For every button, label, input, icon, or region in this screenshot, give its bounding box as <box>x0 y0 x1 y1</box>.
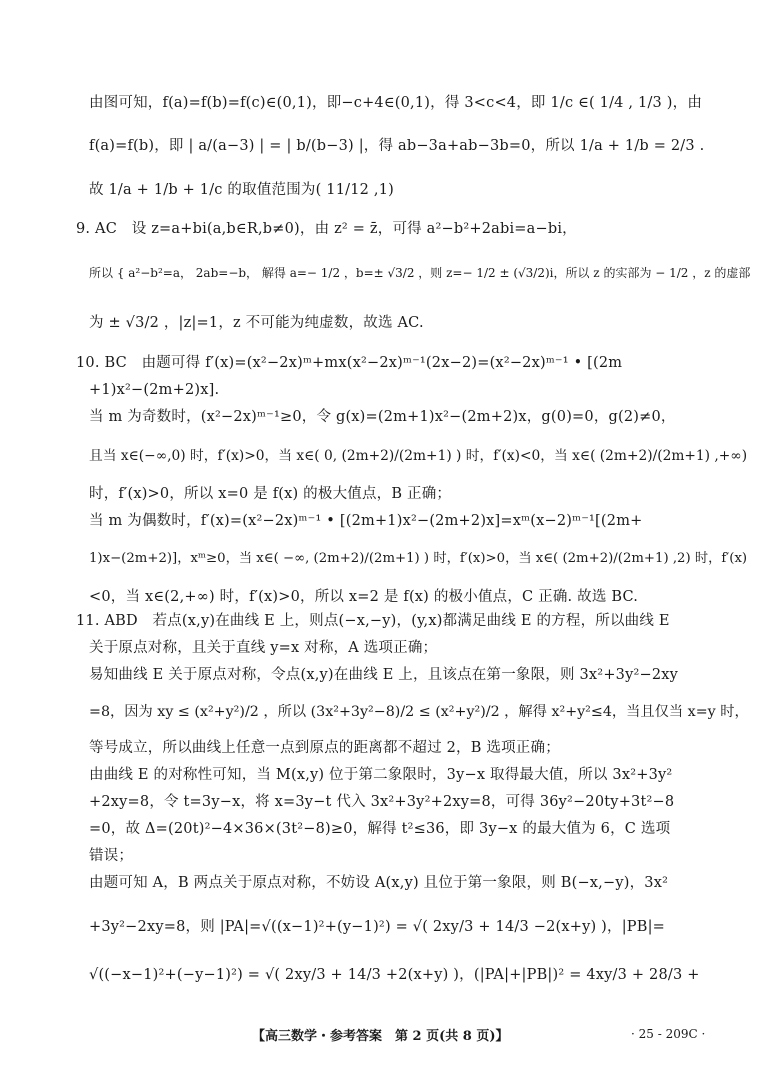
text-line: f(a)=f(b)，即 | a/(a−3) | = | b/(b−3) |，得 ab−3a+ab−3b=0，所以 1/a + 1/b = 2/3 . <box>89 138 705 154</box>
text-line: =8，因为 xy ≤ (x²+y²)/2 ，所以 (3x²+3y²−8)/2 ≤ (x²+y²)/2 ，解得 x²+y²≤4，当且仅当 x=y 时， <box>89 704 749 720</box>
text-line: 由题可知 A，B 两点关于原点对称，不妨设 A(x,y) 且位于第一象限，则 B(−x,−y)，3x² <box>89 875 669 891</box>
page-footer: 【高三数学・参考答案 第 2 页(共 8 页)】 <box>252 1029 509 1044</box>
text-line: <0，当 x∈(2,+∞) 时，f′(x)>0，所以 x=2 是 f(x) 的极小值点，C 正确. 故选 BC. <box>89 589 639 605</box>
text-line: 错误； <box>89 848 134 864</box>
text-line: 由图可知，f(a)=f(b)=f(c)∈(0,1)，即−c+4∈(0,1)，得 3<c<4，即 1/c ∈( 1/4 , 1/3 )，由 <box>89 95 703 111</box>
text-line: 易知曲线 E 关于原点对称，令点(x,y)在曲线 E 上，且该点在第一象限，则 3x²+3y²−2xy <box>89 667 679 683</box>
text-line: 所以 { a²−b²=a， 2ab=−b， 解得 a=− 1/2 ，b=± √3/2 ，则 z=− 1/2 ± (√3/2)i，所以 z 的实部为 − 1/2 ，z 的虚部 <box>89 266 751 280</box>
text-line: =0，故 Δ=(20t)²−4×36×(3t²−8)≥0，解得 t²≤36，即 3y−x 的最大值为 6，C 选项 <box>89 821 671 837</box>
text-line: 当 m 为偶数时，f′(x)=(x²−2x)ᵐ⁻¹ • [(2m+1)x²−(2m+2)x]=xᵐ(x−2)ᵐ⁻¹[(2m+ <box>89 513 643 529</box>
text-line: +1)x²−(2m+2)x]. <box>89 382 220 398</box>
document-code: · 25 - 209C · <box>631 1027 706 1041</box>
text-line: 且当 x∈(−∞,0) 时，f′(x)>0，当 x∈( 0, (2m+2)/(2m+1) ) 时，f′(x)<0，当 x∈( (2m+2)/(2m+1) ,+∞) <box>89 448 748 464</box>
text-line: √((−x−1)²+(−y−1)²) = √( 2xy/3 + 14/3 +2(x+y) )，(|PA|+|PB|)² = 4xy/3 + 28/3 + <box>89 967 700 983</box>
text-line: 等号成立，所以曲线上任意一点到原点的距离都不超过 2，B 选项正确； <box>89 740 560 756</box>
text-line: +3y²−2xy=8，则 |PA|=√((x−1)²+(y−1)²) = √( 2xy/3 + 14/3 −2(x+y) )，|PB|= <box>89 919 666 935</box>
text-line: 当 m 为奇数时，(x²−2x)ᵐ⁻¹≥0，令 g(x)=(2m+1)x²−(2m+2)x，g(0)=0，g(2)≠0， <box>89 409 676 425</box>
text-line: 关于原点对称，且关于直线 y=x 对称，A 选项正确； <box>89 640 438 656</box>
text-line: 为 ± √3/2 ，|z|=1，z 不可能为纯虚数，故选 AC. <box>89 315 424 331</box>
text-line: 9. AC 设 z=a+bi(a,b∈R,b≠0)，由 z² = z̄，可得 a²−b²+2abi=a−bi， <box>76 221 577 237</box>
text-line: 故 1/a + 1/b + 1/c 的取值范围为( 11/12 ,1) <box>89 182 394 198</box>
text-line: 10. BC 由题可得 f′(x)=(x²−2x)ᵐ+mx(x²−2x)ᵐ⁻¹(2x−2)=(x²−2x)ᵐ⁻¹ • [(2m <box>76 355 623 371</box>
text-line: 1)x−(2m+2)]，xᵐ≥0，当 x∈( −∞, (2m+2)/(2m+1) ) 时，f′(x)>0，当 x∈( (2m+2)/(2m+1) ,2) 时，f′(x) <box>89 551 748 566</box>
text-line: +2xy=8，令 t=3y−x，将 x=3y−t 代入 3x²+3y²+2xy=8，可得 36y²−20ty+3t²−8 <box>89 794 675 810</box>
text-line: 时，f′(x)>0，所以 x=0 是 f(x) 的极大值点，B 正确； <box>89 486 452 502</box>
text-line: 由曲线 E 的对称性可知，当 M(x,y) 位于第二象限时，3y−x 取得最大值，所以 3x²+3y² <box>89 767 673 783</box>
text-line: 11. ABD 若点(x,y)在曲线 E 上，则点(−x,−y)，(y,x)都满足曲线 E 的方程，所以曲线 E <box>76 613 670 629</box>
